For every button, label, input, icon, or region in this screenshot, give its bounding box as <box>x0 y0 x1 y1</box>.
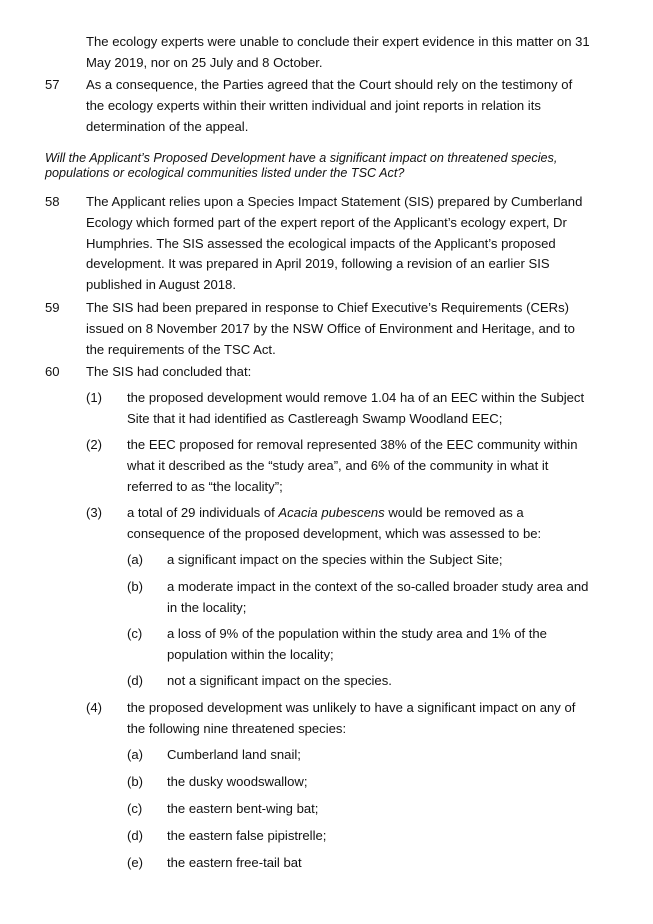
text-line: referred to as “the locality”; <box>127 478 283 494</box>
text-line: not a significant impact on the species. <box>167 673 392 688</box>
section-heading <box>45 151 557 180</box>
text-line: consequence of the proposed development, which was assessed to be: <box>127 525 542 541</box>
text-line: Ecology which formed part of the expert report of the Applicant’s ecology expert, Dr <box>86 214 567 230</box>
text-line: the ecology experts within their written individual and joint reports in relation its <box>86 97 541 113</box>
text-run: a total of 29 individuals of <box>127 505 279 520</box>
species-item: the eastern false pipistrelle; <box>167 828 327 843</box>
sub-item-label: (c) <box>127 801 143 816</box>
text-line: Humphries. The SIS assessed the ecological impacts of the Applicant’s proposed <box>86 235 556 251</box>
sub-item-label: (a) <box>127 552 144 567</box>
text-line: a moderate impact in the context of the so-called broader study area and <box>167 579 589 594</box>
species-item: the eastern free-tail bat <box>167 855 302 870</box>
text-line: development. It was prepared in April 2019, following a revision of an earlier SIS <box>86 256 550 272</box>
sub-item <box>167 550 503 571</box>
sub-item <box>167 577 588 619</box>
text-line: The Applicant relies upon a Species Impact Statement (SIS) prepared by Cumberland <box>86 194 583 209</box>
text-line: the following nine threatened species: <box>127 720 347 736</box>
heading-line: populations or ecological communities listed under the TSC Act? <box>45 165 405 180</box>
text-line: The SIS had been prepared in response to Chief Executive’s Requirements (CERs) <box>86 300 570 315</box>
text-line: the proposed development would remove 1.04 ha of an EEC within the Subject <box>127 390 585 405</box>
paragraph-number: 59 <box>45 300 60 315</box>
text-line: population within the locality; <box>167 646 334 662</box>
sub-item-label: (b) <box>127 579 144 594</box>
sub-item <box>167 624 547 666</box>
text-line: published in August 2018. <box>86 277 236 293</box>
list-item-label: (3) <box>86 505 103 520</box>
continuation-text <box>86 32 590 74</box>
text-line: the proposed development was unlikely to have a significant impact on any of <box>127 700 576 715</box>
text-line: Site that it had identified as Castlereagh Swamp Woodland EEC; <box>127 410 503 426</box>
sub-item-label: (d) <box>127 673 144 688</box>
sub-item-label: (b) <box>127 774 144 789</box>
list-item <box>127 435 578 497</box>
list-item <box>127 503 541 545</box>
list-item-label: (1) <box>86 390 103 405</box>
text-run: would be removed as a <box>384 505 524 520</box>
text-line: The ecology experts were unable to conclude their expert evidence in this matter on 31 <box>86 34 590 49</box>
paragraph-59 <box>86 298 575 360</box>
list-item-label: (2) <box>86 437 103 452</box>
text-line: a significant impact on the species within the Subject Site; <box>167 552 503 567</box>
species-name: Acacia pubescens <box>278 505 385 520</box>
list-item <box>127 388 584 430</box>
list-item <box>127 698 575 740</box>
sub-item-label: (a) <box>127 747 144 762</box>
text-line: a loss of 9% of the population within the study area and 1% of the <box>167 626 547 641</box>
sub-item-label: (e) <box>127 855 144 870</box>
text-line: The SIS had concluded that: <box>86 364 252 379</box>
paragraph-number: 60 <box>45 364 60 379</box>
text-line: May 2019, nor on 25 July and 8 October. <box>86 54 323 70</box>
sub-item <box>167 671 392 692</box>
paragraph-58 <box>86 192 582 296</box>
text-line: the EEC proposed for removal represented 38% of the EEC community within <box>127 437 578 452</box>
text-line: determination of the appeal. <box>86 118 249 134</box>
text-line: what it described as the “study area”, and 6% of the community in what it <box>127 457 549 473</box>
paragraph-number: 58 <box>45 194 60 209</box>
text-line: the requirements of the TSC Act. <box>86 341 276 357</box>
species-item: Cumberland land snail; <box>167 747 301 762</box>
text-line: issued on 8 November 2017 by the NSW Office of Environment and Heritage, and to <box>86 320 575 336</box>
list-item-label: (4) <box>86 700 103 715</box>
species-item: the eastern bent-wing bat; <box>167 801 319 816</box>
species-item: the dusky woodswallow; <box>167 774 308 789</box>
paragraph-57 <box>86 75 572 137</box>
text-line: As a consequence, the Parties agreed that the Court should rely on the testimony of <box>86 77 573 92</box>
heading-line: Will the Applicant’s Proposed Development have a significant impact on threatened species, <box>45 151 558 165</box>
text-line: in the locality; <box>167 599 247 615</box>
paragraph-60 <box>86 362 251 383</box>
paragraph-number: 57 <box>45 77 60 92</box>
sub-item-label: (c) <box>127 626 143 641</box>
text-line <box>127 503 541 524</box>
sub-item-label: (d) <box>127 828 144 843</box>
